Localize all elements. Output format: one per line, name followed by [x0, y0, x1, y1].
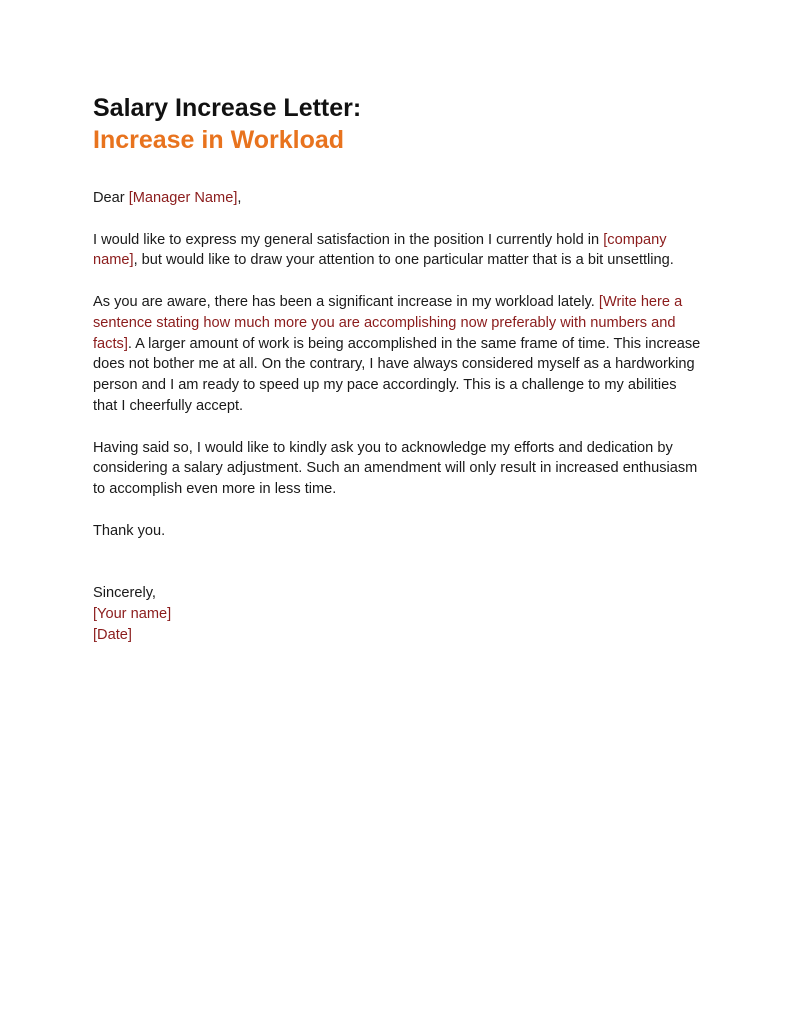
manager-name-placeholder: [Manager Name] [128, 190, 238, 206]
letter-content [93, 92, 703, 646]
your-name-placeholder: [Your name] [93, 605, 172, 622]
paragraph-workload [93, 292, 703, 417]
workload-sentence-placeholder: [Write here a sentence stating how much more you are accomplishing now preferably with numbers and facts] [93, 293, 683, 352]
thank-you-line: Thank you. [93, 522, 166, 539]
title-subtitle: Increase in Workload [93, 126, 345, 154]
paragraph2-after: . A larger amount of work is being accomplished in the same frame of time. This increase does not bother me at all. On the contrary, I have always considered myself as a hardworking person and I am ready to speed up my pace accordingly. This is a challenge to my abilities that I cheerfully accept. [93, 335, 701, 414]
greeting-suffix: , [237, 190, 242, 206]
paragraph2-before: As you are aware, there has been a significant increase in my workload lately. [93, 293, 599, 310]
signature-block [93, 583, 703, 645]
date-placeholder: [Date] [93, 626, 132, 643]
sign-off: Sincerely, [93, 585, 156, 602]
greeting-prefix: Dear [93, 190, 129, 206]
title-main: Salary Increase Letter: [93, 94, 362, 122]
paragraph1-after: , but would like to draw your attention to one particular matter that is a bit unsettling. [133, 252, 674, 269]
paragraph-request: Having said so, I would like to kindly ask you to acknowledge my efforts and dedication by considering a salary adjustment. Such an amendment will only result in increased enthusiasm to accomplish even more in less time. [93, 439, 698, 498]
company-name-placeholder: [company name] [93, 231, 667, 269]
paragraph1-before: I would like to express my general satisfaction in the position I currently hold in [93, 231, 604, 248]
paragraph-satisfaction [93, 230, 703, 272]
greeting [93, 188, 703, 209]
